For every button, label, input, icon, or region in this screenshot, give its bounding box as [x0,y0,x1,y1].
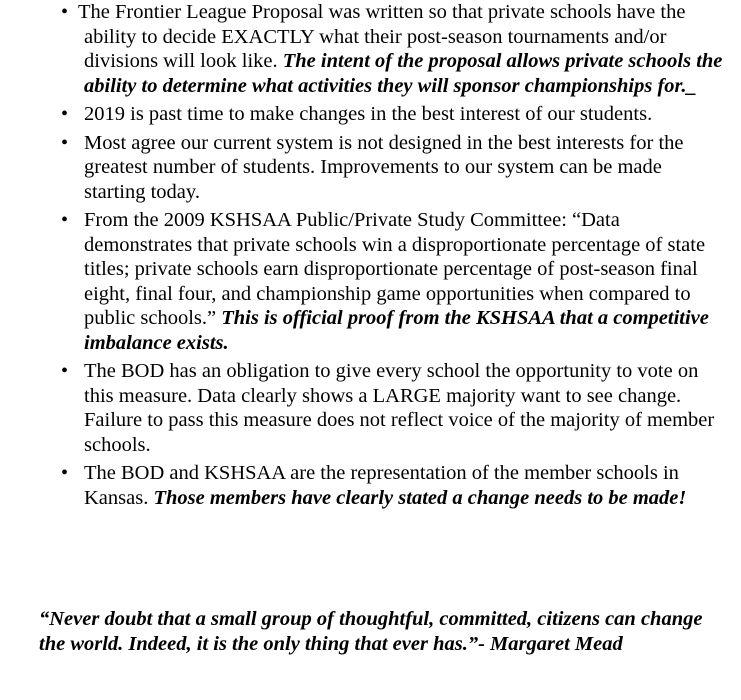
bullet-item-2019 [0,102,741,127]
bullet-icon: • [61,131,69,154]
bullet-item-bod-obligation [0,359,741,457]
bullet-text: The Frontier League Proposal was written so that private schools have the ability to decide EXACTLY what their post-season tournaments and/or divisions will look like. [78,1,686,72]
bullet-item-study-committee [0,208,741,355]
closing-quote: “Never doubt that a small group of thoughtful, committed, citizens can change the world. Indeed, it is the only thing that ever has.”- Margaret Mead [39,608,703,655]
bullet-text: Most agree our current system is not designed in the best interests for the greatest number of students. Improvements to our system can be made starting today. [84,131,684,203]
bullet-icon: • [61,360,69,382]
bullet-icon: • [61,209,69,231]
bullet-text: The BOD and KSHSAA are the representation of the member schools in Kansas. [84,462,679,509]
bullet-item-current-system [0,131,741,205]
bullet-text: From the 2009 KSHSAA Public/Private Study Committee: “Data demonstrates that private schools win a disproportionate percentage of state titles; private schools earn disproportionate percentage of post-season final eight, final four, and championship game opportunities when compared to public schools.” [84,209,706,329]
bullet-emphasis: This is official proof from the KSHSAA that a competitive imbalance exists. [84,307,709,354]
bullet-item-frontier-proposal [0,0,741,98]
bullet-text: 2019 is past time to make changes in the best interest of our students. [84,103,653,125]
bullet-icon: • [61,1,69,23]
bullet-emphasis: Those members have clearly stated a change needs to be made! [153,486,687,509]
bullet-item-representation [0,461,741,510]
bullet-text: The BOD has an obligation to give every school the opportunity to vote on this measure. Data clearly shows a LARGE majority want to see change. Failure to pass this measure does not reflect voice of the majority of member schools. [84,360,715,456]
bullet-icon: • [61,103,69,125]
bullet-icon: • [61,462,69,484]
bullet-emphasis: The intent of the proposal allows private schools the ability to determine what activities they will sponsor championships for._ [84,50,723,97]
